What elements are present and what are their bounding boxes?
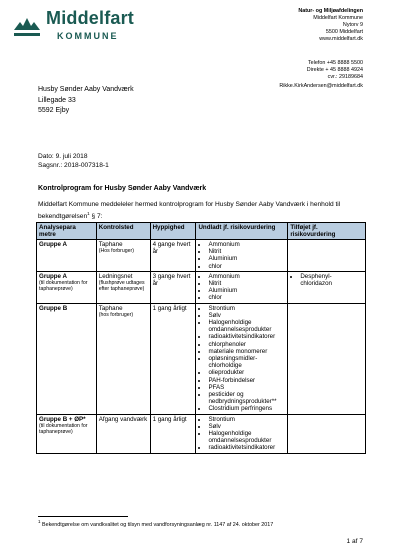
omitted-item: • olieprodukter xyxy=(208,369,285,376)
column-header: Analysepara metre xyxy=(37,223,97,240)
omitted-item: • PAH-forbindelser xyxy=(208,377,285,384)
omitted-item: • opløsningsmidler-chlorholdige xyxy=(208,355,285,369)
letter-date: Dato: 9. juli 2018 xyxy=(38,153,88,160)
column-header: Undladt jf. risikovurdering xyxy=(196,223,288,240)
omitted-item: • radioaktivitetsindikatorer xyxy=(208,444,285,451)
group-cell xyxy=(37,414,97,453)
place-cell xyxy=(96,414,150,453)
table-header-row xyxy=(37,223,366,240)
group-label: Gruppe B xyxy=(39,304,68,312)
place-label: Taphane xyxy=(98,304,123,312)
added-list xyxy=(290,273,363,287)
place-label: Ledningsnet xyxy=(98,272,133,280)
department-title: Natur- og Miljøafdelingen xyxy=(298,8,363,14)
column-header: Hyppighed xyxy=(150,223,196,240)
omitted-item: • chlor xyxy=(208,294,285,301)
department-line: 5500 Middelfart xyxy=(325,29,363,35)
group-cell xyxy=(37,240,97,272)
column-header: Kontrolsted xyxy=(96,223,150,240)
table-row xyxy=(37,303,366,414)
omitted-item: • Aluminium xyxy=(208,287,285,294)
recipient-city: 5592 Ejby xyxy=(38,107,70,114)
phone-direct: Direkte + 45 8888 4924 xyxy=(306,67,363,73)
department-line: Middelfart Kommune xyxy=(313,15,363,21)
footnote-reference[interactable]: 1 xyxy=(87,211,90,216)
group-cell xyxy=(37,271,97,303)
added-item: • Desphenyl-chloridazon xyxy=(300,273,363,287)
phone-main: Telefon +45 8888 5500 xyxy=(307,60,363,66)
group-label: Gruppe B + ØP* xyxy=(39,415,86,423)
contact-email[interactable]: Rikke.KirkAndersen@middelfart.dk xyxy=(279,83,363,89)
omitted-list xyxy=(198,305,285,413)
omitted-item: • PFAS xyxy=(208,384,285,391)
recipient-street: Lillegade 33 xyxy=(38,96,76,104)
omitted-item: • chlor xyxy=(208,263,285,270)
omitted-item: • Ammonium xyxy=(208,241,285,248)
group-note: (til dokumentation for taphaneprøve) xyxy=(39,280,88,293)
omitted-item: • Strontium xyxy=(208,305,285,312)
cvr-number: cvr.: 29189684 xyxy=(327,74,363,80)
page-number: 1 af 7 xyxy=(346,538,363,545)
footnote-divider xyxy=(38,516,128,517)
place-label: Afgang vandværk xyxy=(98,415,148,423)
omitted-item: • Nitrit xyxy=(208,248,285,255)
omitted-item: • Ammonium xyxy=(208,273,285,280)
place-cell xyxy=(96,240,150,272)
frequency-cell: 4 gange hvert år xyxy=(150,240,196,272)
omitted-item: • Clostridium perfringens xyxy=(208,405,285,412)
omitted-item: • chlorphenoler xyxy=(208,341,285,348)
intro-tail: § 7: xyxy=(89,213,103,221)
document-heading: Kontrolprogram for Husby Sønder Aaby Vandværk xyxy=(38,185,207,192)
control-program-table xyxy=(36,222,366,454)
case-number: Sagsnr.: 2018-007318-1 xyxy=(38,161,109,169)
logo-name: Middelfart xyxy=(46,8,135,28)
omitted-list xyxy=(198,416,285,452)
frequency-cell: 1 gang årligt xyxy=(150,303,196,414)
added-cell xyxy=(288,414,366,453)
table-row xyxy=(37,271,366,303)
omitted-item: • radioaktivitetsindikatorer xyxy=(208,333,285,340)
place-note: (hos forbruger) xyxy=(98,311,134,318)
omitted-item: • Strontium xyxy=(208,416,285,423)
omitted-cell xyxy=(196,240,288,272)
frequency-cell: 1 gang årligt xyxy=(150,414,196,453)
omitted-item: • Aluminium xyxy=(208,255,285,262)
omitted-item: • pesticider og nedbrydningsprodukter** xyxy=(208,391,285,405)
added-cell xyxy=(288,240,366,272)
footnote xyxy=(38,519,273,528)
omitted-item: • Halogenholdige omdannelsesprodukter xyxy=(208,319,285,333)
group-note: (til dokumentation for taphaneprøve) xyxy=(39,422,88,435)
place-note: (Hos forbruger) xyxy=(98,248,134,255)
group-label: Gruppe A xyxy=(39,272,67,280)
department-website[interactable]: www.middelfart.dk xyxy=(319,36,363,42)
omitted-cell xyxy=(196,271,288,303)
footnote-text: Bekendtgørelse om vandkvalitet og tilsyn med vandforsyningsanlæg nr. 1147 af 24. oktober 2017 xyxy=(40,521,274,528)
omitted-cell xyxy=(196,303,288,414)
department-line: Nytorv 9 xyxy=(342,22,363,28)
frequency-cell: 3 gange hvert år xyxy=(150,271,196,303)
group-cell xyxy=(37,303,97,414)
omitted-list xyxy=(198,273,285,302)
place-note: (flushprøve udtages efter taphaneprøve) xyxy=(98,280,145,293)
place-label: Taphane xyxy=(98,241,123,248)
omitted-item: • materiale monomerer xyxy=(208,348,285,355)
logo-subtitle: KOMMUNE xyxy=(57,31,119,41)
omitted-list xyxy=(198,241,285,270)
omitted-item: • Sølv xyxy=(208,312,285,319)
column-header: Tilføjet jf. risikovurdering xyxy=(288,223,366,240)
table-row xyxy=(37,414,366,453)
intro-text: Middelfart Kommune meddeleler hermed kontrolprogram for Husby Sønder Aaby Vandværk i henhold til bekendtgørelsen xyxy=(38,201,341,221)
recipient-name: Husby Sønder Aaby Vandværk xyxy=(38,86,134,93)
footnote-mark: 1 xyxy=(38,519,41,524)
added-cell xyxy=(288,271,366,303)
omitted-item: • Sølv xyxy=(208,423,285,430)
group-label: Gruppe A xyxy=(39,241,67,248)
added-cell xyxy=(288,303,366,414)
place-cell xyxy=(96,303,150,414)
omitted-item: • Nitrit xyxy=(208,280,285,287)
place-cell xyxy=(96,271,150,303)
table-row xyxy=(37,240,366,272)
omitted-cell xyxy=(196,414,288,453)
omitted-item: • Halogenholdige omdannelsesprodukter xyxy=(208,430,285,444)
